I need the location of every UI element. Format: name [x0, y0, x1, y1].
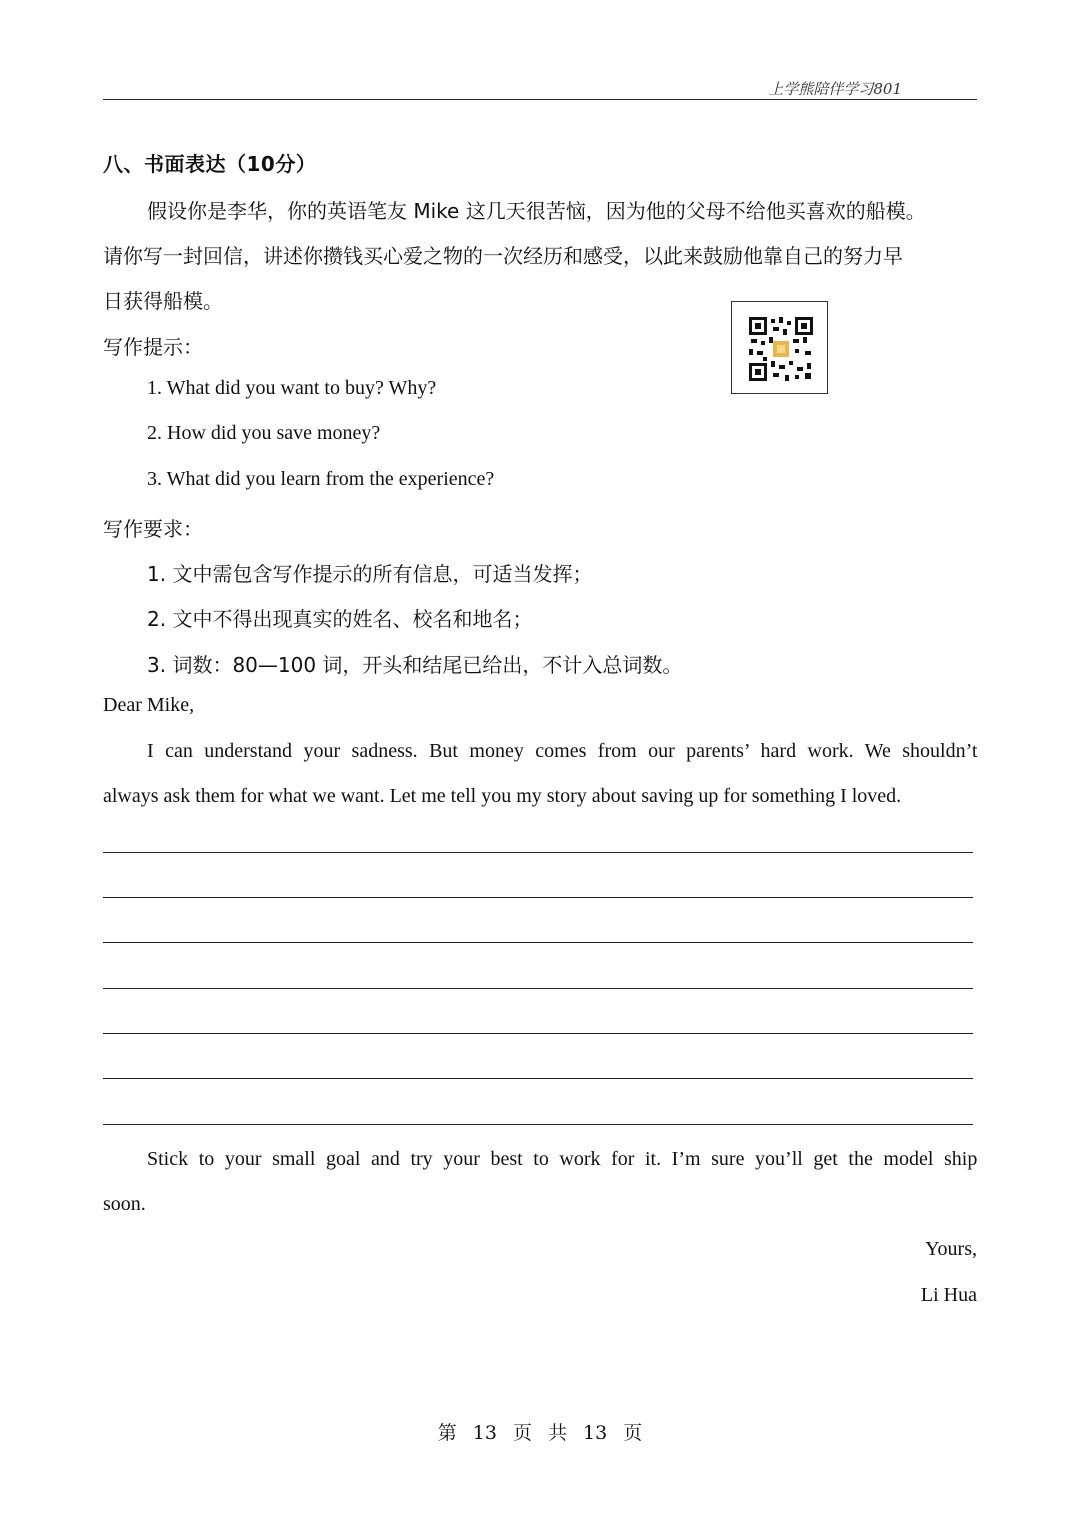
header-divider	[103, 99, 977, 100]
writing-line-5[interactable]	[103, 1033, 973, 1034]
letter-opening-line-2: always ask them for what we want. Let me tell you my story about saving up for something I loved.	[103, 785, 902, 807]
writing-line-6[interactable]	[103, 1078, 973, 1079]
letter-closing-line-2: soon.	[103, 1193, 146, 1215]
prompt-line-3: 日获得船模。	[103, 289, 223, 313]
prompt-line-1: 假设你是李华，你的英语笔友 Mike 这几天很苦恼，因为他的父母不给他买喜欢的船模。	[147, 199, 926, 223]
requirement-item-3: 3. 词数：80—100 词，开头和结尾已给出，不计入总词数。	[147, 653, 683, 677]
letter-signoff: Yours,	[925, 1238, 977, 1260]
writing-line-2[interactable]	[103, 897, 973, 898]
letter-greeting: Dear Mike,	[103, 694, 195, 716]
requirement-item-1: 1. 文中需包含写作提示的所有信息，可适当发挥；	[147, 562, 593, 586]
letter-signature: Li Hua	[920, 1284, 977, 1306]
section-title: 八、书面表达（10分）	[103, 152, 317, 176]
letter-opening-line-1: I can understand your sadness. But money comes from our parents’ hard work. We shouldn’t	[147, 740, 978, 762]
hints-label: 写作提示：	[103, 335, 203, 359]
writing-line-4[interactable]	[103, 988, 973, 989]
letter-closing-line-1: Stick to your small goal and try your best to work for it. I’m sure you’ll get the model ship	[147, 1148, 978, 1170]
prompt-line-2: 请你写一封回信，讲述你攒钱买心爱之物的一次经历和感受，以此来鼓励他靠自己的努力早	[103, 244, 903, 268]
writing-line-1[interactable]	[103, 852, 973, 853]
page-footer: 第 13 页 共 13 页	[437, 1422, 643, 1444]
qr-code-icon	[731, 301, 828, 394]
writing-line-3[interactable]	[103, 942, 973, 943]
hint-item-1: 1. What did you want to buy? Why?	[147, 377, 437, 399]
hint-item-3: 3. What did you learn from the experience?	[147, 468, 495, 490]
hint-item-2: 2. How did you save money?	[147, 422, 381, 444]
requirement-item-2: 2. 文中不得出现真实的姓名、校名和地名；	[147, 607, 533, 631]
writing-line-7[interactable]	[103, 1124, 973, 1125]
requirements-label: 写作要求：	[103, 517, 203, 541]
page-header-text: 上学熊陪伴学习801	[768, 80, 902, 98]
